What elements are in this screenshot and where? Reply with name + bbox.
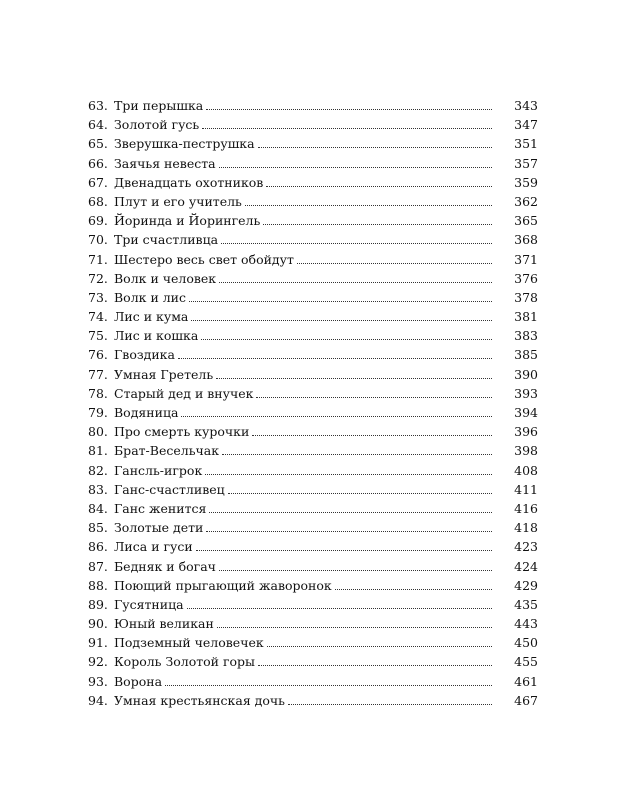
toc-entry-page: 365 [514, 213, 538, 229]
toc-entry-number: 71. [88, 251, 108, 267]
dot-leader [297, 263, 492, 264]
toc-entry-title: Умная крестьянская дочь [114, 692, 285, 708]
table-of-contents [88, 96, 538, 710]
toc-entry-page: 351 [514, 136, 538, 152]
toc-entry-page: 390 [514, 366, 538, 382]
dot-leader [221, 243, 492, 244]
dot-leader [189, 301, 492, 302]
toc-entry-number: 64. [88, 117, 108, 133]
toc-entry-number: 65. [88, 136, 108, 152]
toc-entry [88, 115, 538, 134]
toc-entry-page: 362 [514, 193, 538, 209]
toc-entry-title: Бедняк и богач [114, 558, 216, 574]
toc-entry-number: 87. [88, 558, 108, 574]
toc-entry-number: 90. [88, 616, 108, 632]
toc-entry-page: 376 [514, 270, 538, 286]
toc-entry-number: 80. [88, 424, 108, 440]
toc-entry [88, 614, 538, 633]
toc-entry [88, 211, 538, 230]
toc-entry-title: Волк и лис [114, 289, 187, 305]
toc-entry-number: 66. [88, 155, 108, 171]
toc-entry-title: Король Золотой горы [114, 654, 255, 670]
dot-leader [206, 531, 492, 532]
toc-entry-title: Гансль-игрок [114, 462, 203, 478]
toc-entry-number: 78. [88, 385, 108, 401]
dot-leader [256, 397, 492, 398]
dot-leader [206, 109, 492, 110]
toc-entry-title: Шестеро весь свет обойдут [114, 251, 294, 267]
dot-leader [252, 435, 492, 436]
toc-entry [88, 230, 538, 249]
dot-leader [196, 550, 492, 551]
dot-leader [258, 665, 492, 666]
toc-entry-title: Йоринда и Йорингель [114, 213, 261, 229]
toc-entry-page: 398 [514, 443, 538, 459]
toc-entry-number: 73. [88, 289, 108, 305]
dot-leader [181, 416, 492, 417]
toc-entry-title: Водяница [114, 405, 179, 420]
dot-leader [335, 589, 492, 590]
dot-leader [217, 627, 492, 628]
toc-entry-number: 76. [88, 347, 108, 363]
dot-leader [187, 608, 492, 609]
toc-entry-page: 383 [514, 328, 538, 344]
toc-entry-number: 89. [88, 596, 108, 612]
toc-entry-page: 378 [514, 289, 538, 305]
toc-entry-number: 69. [88, 213, 108, 229]
dot-leader [266, 186, 492, 187]
toc-entry-title: Подземный человечек [114, 635, 264, 651]
dot-leader [219, 167, 492, 168]
toc-entry-page: 396 [514, 424, 538, 440]
toc-entry-title: Золотой гусь [114, 117, 200, 133]
dot-leader [219, 282, 492, 283]
toc-entry [88, 499, 538, 518]
toc-entry-title: Ворона [114, 673, 163, 689]
toc-entry [88, 154, 538, 173]
toc-entry [88, 96, 538, 115]
toc-entry [88, 441, 538, 460]
toc-entry-number: 91. [88, 635, 108, 651]
dot-leader [222, 454, 492, 455]
dot-leader [165, 685, 492, 686]
toc-entry-page: 359 [514, 174, 538, 190]
toc-entry-title: Про смерть курочки [114, 424, 250, 440]
toc-entry-title: Поющий прыгающий жаворонок [114, 577, 332, 593]
toc-entry-page: 424 [514, 558, 538, 574]
toc-entry-title: Три счастливца [114, 232, 219, 248]
toc-entry [88, 595, 538, 614]
toc-entry [88, 250, 538, 269]
toc-entry [88, 269, 538, 288]
dot-leader [288, 704, 492, 705]
toc-entry [88, 480, 538, 499]
toc-entry-number: 63. [88, 98, 108, 113]
toc-entry-title: Зверушка-пеструшка [114, 136, 255, 152]
toc-entry-page: 411 [514, 481, 538, 497]
toc-entry-title: Заячья невеста [114, 155, 216, 171]
toc-entry-page: 381 [514, 309, 538, 325]
toc-entry [88, 518, 538, 537]
toc-entry-number: 74. [88, 309, 108, 325]
toc-entry [88, 403, 538, 422]
dot-leader [201, 339, 492, 340]
toc-entry-page: 443 [514, 616, 538, 632]
toc-entry-number: 82. [88, 462, 108, 478]
toc-entry-number: 83. [88, 481, 108, 497]
toc-entry-number: 88. [88, 577, 108, 593]
dot-leader [178, 358, 492, 359]
dot-leader [228, 493, 492, 494]
toc-entry [88, 365, 538, 384]
toc-entry-page: 385 [514, 347, 538, 363]
toc-entry [88, 633, 538, 652]
toc-entry-page: 371 [514, 251, 538, 267]
toc-entry-title: Ганс женится [114, 500, 207, 516]
toc-entry [88, 384, 538, 403]
toc-entry-page: 394 [514, 405, 538, 420]
toc-entry-title: Три перышка [114, 98, 204, 113]
dot-leader [245, 205, 492, 206]
dot-leader [219, 570, 492, 571]
toc-entry-title: Золотые дети [114, 520, 204, 536]
toc-entry-page: 455 [514, 654, 538, 670]
toc-entry-title: Старый дед и внучек [114, 385, 254, 401]
toc-entry-page: 423 [514, 539, 538, 555]
toc-entry-number: 70. [88, 232, 108, 248]
toc-entry-number: 81. [88, 443, 108, 459]
toc-entry [88, 288, 538, 307]
toc-entry-title: Плут и его учитель [114, 193, 242, 209]
toc-entry-page: 393 [514, 385, 538, 401]
toc-entry-title: Юный великан [114, 616, 214, 632]
toc-entry [88, 345, 538, 364]
toc-entry [88, 173, 538, 192]
toc-entry-page: 416 [514, 500, 538, 516]
dot-leader [209, 512, 492, 513]
toc-entry [88, 134, 538, 153]
toc-entry-page: 435 [514, 596, 538, 612]
toc-entry-number: 79. [88, 405, 108, 420]
toc-entry-page: 408 [514, 462, 538, 478]
toc-entry-number: 72. [88, 270, 108, 286]
dot-leader [216, 378, 492, 379]
toc-entry-title: Умная Гретель [114, 366, 214, 382]
toc-entry-number: 77. [88, 366, 108, 382]
toc-entry-title: Лис и кошка [114, 328, 199, 344]
toc-entry-page: 368 [514, 232, 538, 248]
toc-entry-page: 347 [514, 117, 538, 133]
toc-entry-title: Лиса и гуси [114, 539, 193, 555]
toc-entry [88, 652, 538, 671]
toc-entry-number: 84. [88, 500, 108, 516]
toc-entry [88, 326, 538, 345]
toc-entry-title: Гвоздика [114, 347, 175, 363]
toc-entry-number: 92. [88, 654, 108, 670]
toc-entry [88, 192, 538, 211]
toc-entry-number: 67. [88, 174, 108, 190]
toc-entry [88, 576, 538, 595]
toc-entry-number: 85. [88, 520, 108, 536]
toc-entry-title: Лис и кума [114, 309, 189, 325]
toc-entry [88, 557, 538, 576]
toc-entry-title: Ганс-счастливец [114, 481, 225, 497]
toc-entry-page: 461 [514, 673, 538, 689]
toc-entry [88, 307, 538, 326]
toc-entry-number: 93. [88, 673, 108, 689]
dot-leader [205, 474, 492, 475]
dot-leader [202, 128, 492, 129]
toc-entry [88, 672, 538, 691]
toc-entry [88, 461, 538, 480]
toc-entry-page: 429 [514, 577, 538, 593]
toc-entry [88, 422, 538, 441]
toc-entry-title: Волк и человек [114, 270, 217, 286]
dot-leader [263, 224, 492, 225]
toc-entry-page: 467 [514, 692, 538, 708]
dot-leader [191, 320, 492, 321]
toc-entry-title: Гусятница [114, 596, 184, 612]
toc-entry-title: Двенадцать охотников [114, 174, 264, 190]
toc-entry-page: 450 [514, 635, 538, 651]
toc-entry-page: 418 [514, 520, 538, 536]
toc-entry-number: 68. [88, 193, 108, 209]
toc-entry-number: 86. [88, 539, 108, 555]
toc-entry-page: 357 [514, 155, 538, 171]
toc-entry-title: Брат-Весельчак [114, 443, 220, 459]
toc-entry [88, 691, 538, 710]
toc-entry-number: 75. [88, 328, 108, 344]
toc-entry-page: 343 [514, 98, 538, 113]
toc-entry [88, 537, 538, 556]
dot-leader [258, 147, 492, 148]
toc-entry-number: 94. [88, 692, 108, 708]
dot-leader [267, 646, 492, 647]
